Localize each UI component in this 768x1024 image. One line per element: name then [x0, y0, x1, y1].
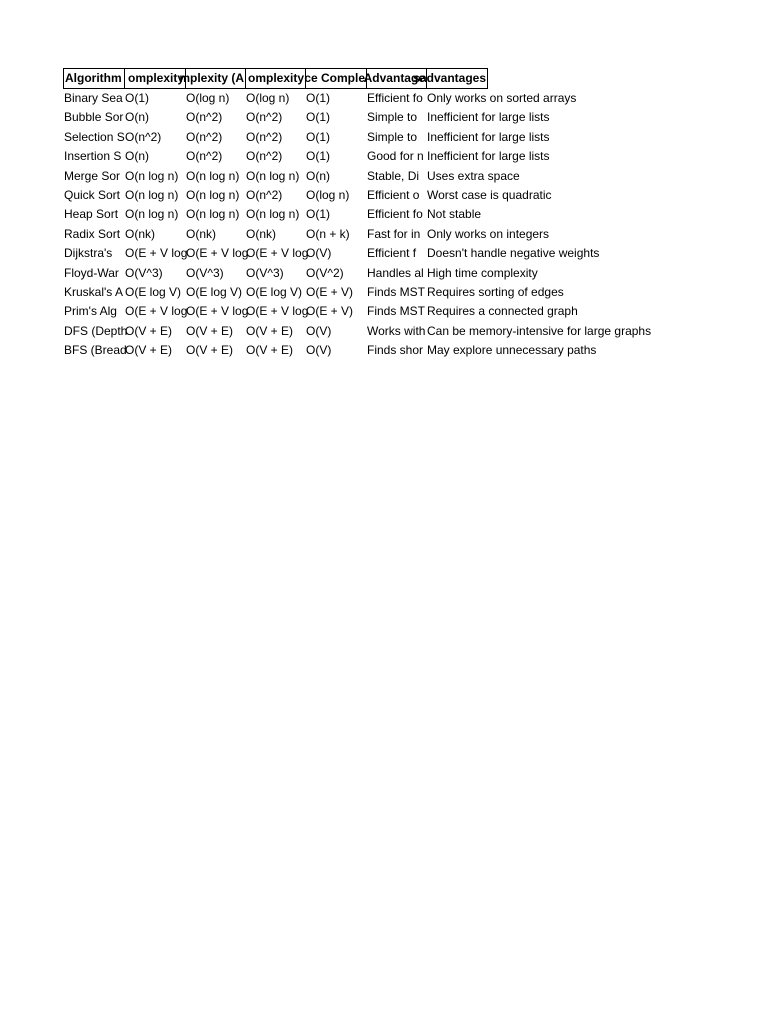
cell-algorithm[interactable]: Quick Sort — [64, 187, 121, 202]
cell-best[interactable]: O(n) — [125, 110, 149, 125]
cell-best[interactable]: O(V + E) — [125, 323, 173, 338]
cell-average[interactable]: O(n^2) — [186, 129, 223, 144]
cell-advantages[interactable]: Simple to — [367, 110, 418, 125]
cell-worst[interactable]: O(E + V log — [246, 246, 309, 261]
cell-advantages[interactable]: Finds MST — [367, 304, 426, 319]
cell-disadvantages[interactable]: Only works on integers — [427, 226, 550, 241]
cell-algorithm[interactable]: BFS (Bread — [64, 343, 127, 358]
cell-algorithm[interactable]: Radix Sort — [64, 226, 121, 241]
cell-disadvantages[interactable]: Requires sorting of edges — [427, 284, 564, 299]
cell-advantages[interactable]: Simple to — [367, 129, 418, 144]
cell-advantages[interactable]: Handles al — [367, 265, 424, 280]
cell-average[interactable]: O(V^3) — [186, 265, 224, 280]
cell-best[interactable]: O(nk) — [125, 226, 155, 241]
cell-worst[interactable]: O(V + E) — [246, 323, 294, 338]
cell-algorithm[interactable]: Floyd-War — [64, 265, 119, 280]
cell-best[interactable]: O(n) — [125, 149, 149, 164]
header-cell-average-complexity[interactable]: mplexity (A — [185, 68, 245, 89]
cell-worst[interactable]: O(n^2) — [246, 129, 283, 144]
cell-space[interactable]: O(1) — [306, 110, 330, 125]
cell-best[interactable]: O(n^2) — [125, 129, 162, 144]
cell-disadvantages[interactable]: High time complexity — [427, 265, 538, 280]
cell-disadvantages[interactable]: Doesn't handle negative weights — [427, 246, 600, 261]
cell-space[interactable]: O(1) — [306, 149, 330, 164]
cell-disadvantages[interactable]: Inefficient for large lists — [427, 110, 550, 125]
cell-algorithm[interactable]: Insertion S — [64, 149, 122, 164]
cell-algorithm[interactable]: Merge Sor — [64, 168, 121, 183]
cell-worst[interactable]: O(E + V log — [246, 304, 309, 319]
cell-worst[interactable]: O(n^2) — [246, 187, 283, 202]
cell-space[interactable]: O(V) — [306, 343, 332, 358]
cell-advantages[interactable]: Efficient f — [367, 246, 417, 261]
cell-disadvantages[interactable]: Worst case is quadratic — [427, 187, 552, 202]
cell-worst[interactable]: O(n^2) — [246, 110, 283, 125]
cell-best[interactable]: O(n log n) — [125, 187, 179, 202]
header-cell-algorithm[interactable]: Algorithm — [63, 68, 124, 89]
cell-algorithm[interactable]: Heap Sort — [64, 207, 119, 222]
cell-worst[interactable]: O(V + E) — [246, 343, 294, 358]
cell-average[interactable]: O(n log n) — [186, 187, 240, 202]
cell-advantages[interactable]: Efficient o — [367, 187, 420, 202]
cell-disadvantages[interactable]: Uses extra space — [427, 168, 520, 183]
cell-advantages[interactable]: Finds shor — [367, 343, 424, 358]
cell-space[interactable]: O(1) — [306, 129, 330, 144]
cell-best[interactable]: O(V + E) — [125, 343, 173, 358]
cell-disadvantages[interactable]: Not stable — [427, 207, 482, 222]
cell-algorithm[interactable]: Selection S — [64, 129, 125, 144]
cell-average[interactable]: O(n^2) — [186, 110, 223, 125]
cell-space[interactable]: O(V) — [306, 246, 332, 261]
cell-space[interactable]: O(log n) — [306, 187, 350, 202]
cell-disadvantages[interactable]: Requires a connected graph — [427, 304, 578, 319]
header-cell-disadvantages[interactable]: sadvantages — [426, 68, 488, 89]
cell-average[interactable]: O(E log V) — [186, 284, 243, 299]
cell-advantages[interactable]: Stable, Di — [367, 168, 420, 183]
cell-worst[interactable]: O(n^2) — [246, 149, 283, 164]
cell-best[interactable]: O(V^3) — [125, 265, 163, 280]
cell-space[interactable]: O(V^2) — [306, 265, 344, 280]
cell-worst[interactable]: O(n log n) — [246, 168, 300, 183]
cell-worst[interactable]: O(nk) — [246, 226, 276, 241]
cell-algorithm[interactable]: Dijkstra's — [64, 246, 113, 261]
cell-average[interactable]: O(n log n) — [186, 207, 240, 222]
cell-disadvantages[interactable]: Can be memory-intensive for large graphs — [427, 323, 652, 338]
cell-algorithm[interactable]: DFS (Depth — [64, 323, 128, 338]
cell-advantages[interactable]: Efficient fo — [367, 207, 423, 222]
cell-worst[interactable]: O(n log n) — [246, 207, 300, 222]
cell-best[interactable]: O(1) — [125, 91, 149, 105]
cell-algorithm[interactable]: Binary Sea — [64, 91, 123, 105]
cell-space[interactable]: O(n + k) — [306, 226, 350, 241]
cell-best[interactable]: O(E log V) — [125, 284, 182, 299]
cell-best[interactable]: O(E + V log — [125, 246, 188, 261]
cell-advantages[interactable]: Fast for in — [367, 226, 421, 241]
cell-space[interactable]: O(1) — [306, 91, 330, 105]
cell-average[interactable]: O(V + E) — [186, 343, 234, 358]
cell-advantages[interactable]: Good for n — [367, 149, 424, 164]
header-cell-worst-complexity[interactable]: omplexity — [245, 68, 305, 89]
cell-best[interactable]: O(n log n) — [125, 207, 179, 222]
cell-disadvantages[interactable]: Only works on sorted arrays — [427, 91, 577, 105]
cell-average[interactable]: O(n log n) — [186, 168, 240, 183]
cell-best[interactable]: O(E + V log — [125, 304, 188, 319]
cell-average[interactable]: O(nk) — [186, 226, 216, 241]
cell-space[interactable]: O(1) — [306, 207, 330, 222]
cell-worst[interactable]: O(log n) — [246, 91, 290, 105]
cell-advantages[interactable]: Efficient fo — [367, 91, 423, 105]
cell-algorithm[interactable]: Prim's Alg — [64, 304, 117, 319]
cell-average[interactable]: O(E + V log — [186, 304, 249, 319]
cell-best[interactable]: O(n log n) — [125, 168, 179, 183]
cell-average[interactable]: O(log n) — [186, 91, 230, 105]
cell-algorithm[interactable]: Kruskal's A — [64, 284, 123, 299]
cell-worst[interactable]: O(E log V) — [246, 284, 303, 299]
header-cell-space-complexity[interactable]: ce Comple — [305, 68, 366, 89]
cell-space[interactable]: O(V) — [306, 323, 332, 338]
cell-disadvantages[interactable]: May explore unnecessary paths — [427, 343, 597, 358]
cell-advantages[interactable]: Works with — [367, 323, 426, 338]
cell-average[interactable]: O(V + E) — [186, 323, 234, 338]
header-cell-advantages[interactable]: Advantage — [366, 68, 426, 89]
cell-advantages[interactable]: Finds MST — [367, 284, 426, 299]
cell-algorithm[interactable]: Bubble Sor — [64, 110, 124, 125]
cell-average[interactable]: O(n^2) — [186, 149, 223, 164]
cell-disadvantages[interactable]: Inefficient for large lists — [427, 129, 550, 144]
cell-space[interactable]: O(n) — [306, 168, 330, 183]
cell-disadvantages[interactable]: Inefficient for large lists — [427, 149, 550, 164]
cell-space[interactable]: O(E + V) — [306, 284, 354, 299]
cell-space[interactable]: O(E + V) — [306, 304, 354, 319]
cell-average[interactable]: O(E + V log — [186, 246, 249, 261]
header-cell-best-complexity[interactable]: omplexity — [124, 68, 185, 89]
cell-worst[interactable]: O(V^3) — [246, 265, 284, 280]
